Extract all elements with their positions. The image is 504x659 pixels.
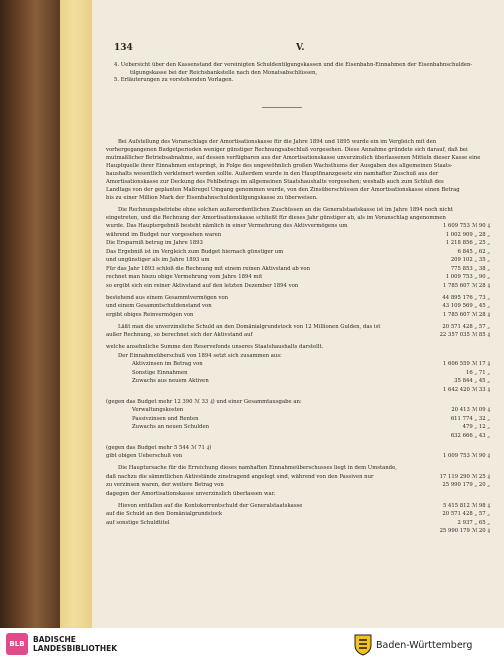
state-coat-of-arms-icon xyxy=(352,632,374,656)
row-label: gibt obigen Ueberschuß von xyxy=(106,453,183,459)
row-label: Zuwachs an neuen Schulden xyxy=(132,424,210,430)
row-value: 25 990 179 „ 20 „ xyxy=(442,482,490,488)
row-label: Der Einnahmeüberschuß von 1894 setzt sich zusammen aus: xyxy=(118,352,282,359)
text-line: 4. Uebersicht über den Kassenstand der vereinigten Schuldentilgungskassen und die Eisenbahn-Einnahmen der Eisenbahnschulden- xyxy=(114,62,473,68)
row-label: Hievon entfallen auf die Kontokorrentschuld der Generalstaatskasse xyxy=(118,502,303,509)
row-label: zu verzinsen waren, der weitere Betrag von xyxy=(106,482,224,488)
document-page xyxy=(92,0,504,628)
text-line: 5. Erläuterungen zu vorstehenden Vorlagen. xyxy=(114,77,234,83)
library-name-line1: BADISCHE xyxy=(33,635,76,644)
section-heading: V. xyxy=(296,43,305,53)
book-binding xyxy=(0,0,60,628)
row-label: dagegen der Amortisationskasse unverzinslich überlassen war. xyxy=(106,490,276,497)
row-label: Aktivzinsen im Betrag von xyxy=(132,361,203,367)
row-value: 17 119 290 ℳ 25 ₰ xyxy=(439,473,490,480)
library-name xyxy=(33,635,117,653)
text-line: bis zu einer Million Mark der Eisenbahnschuldentilgungskasse zu überweisen. xyxy=(106,195,318,201)
row-value: 611 774 „ 32 „ xyxy=(450,415,490,422)
page-edge xyxy=(60,0,92,628)
row-label: (gegen das Budget mehr 12 390 ℳ 33 ₰) und einer Gesammtausgabe an: xyxy=(106,398,302,405)
row-value: 775 853 „ 38 „ xyxy=(450,265,490,272)
row-label: und einem Gesammtschuldenstand von xyxy=(106,303,212,309)
row-label: Passivzinsen und Renten xyxy=(132,415,199,422)
row-label: Zuwachs aus neuem Aktiven xyxy=(132,378,209,384)
blb-logo-icon: BLB xyxy=(6,633,28,655)
row-value: 1 218 856 „ 25 „ xyxy=(445,240,490,246)
row-value: 1 609 753 ℳ 90 ₰ xyxy=(442,223,490,229)
row-label: so ergibt sich ein reiner Aktivstand auf den letzten Dezember 1894 von xyxy=(106,282,299,289)
row-label: bestehend aus einem Gesammtvermögen von xyxy=(106,294,229,301)
row-label: Läßt man die unverzinsliche Schuld an den Domänialgrundstock von 12 Millionen Gulden, das ist xyxy=(118,323,381,330)
row-value: 35 844 „ 45 „ xyxy=(454,378,490,384)
row-value: 44 895 176 „ 73 „ xyxy=(442,294,490,301)
row-label: daß nachzu die sämmtlichen Aktivstände zinstragend angelegt sind, während von den Passiven nur xyxy=(106,473,374,480)
row-value: 632 666 „ 43 „ xyxy=(450,432,490,439)
row-value: 20 413 ℳ 09 ₰ xyxy=(451,407,490,413)
text-line: vorhergegangenen Budgetperioden weniger günstiger Rechnungsabschluß vorgesehen. Diese Annahme gründete sich darauf, daß bei xyxy=(106,147,468,153)
row-label: Die Ersparniß betrug im Jahre 1893 xyxy=(106,240,203,246)
text-line: Bei Aufstellung des Voranschlags der Amortisationskasse für die Jahre 1894 und 1895 wurde ein im Vergleich mit den xyxy=(118,139,437,145)
row-value: 1 785 607 ℳ 28 ₰ xyxy=(442,311,490,318)
row-label: Sonstige Einnahmen xyxy=(132,369,188,376)
row-label: während im Budget nur vorgesehen waren xyxy=(106,231,222,238)
row-value: 6 845 „ 62 „ xyxy=(457,248,490,255)
row-label: auf die Schuld an den Domänialgrundstock xyxy=(106,511,223,517)
row-value: 25 990 179 ℳ 20 ₰ xyxy=(439,528,490,534)
row-value: 20 571 428 „ 57 „ xyxy=(442,511,490,517)
library-name-line2: LANDESBIBLIOTHEK xyxy=(33,644,118,653)
state-name: Baden-Württemberg xyxy=(376,640,473,651)
row-value: 209 102 „ 35 „ xyxy=(450,257,490,263)
row-value: 479 „ 12 „ xyxy=(462,424,490,430)
row-value: 1 009 753 „ 90 „ xyxy=(445,274,490,280)
page-number: 134 xyxy=(114,43,133,53)
row-value: 1 785 607 ℳ 28 ₰ xyxy=(442,282,490,289)
row-value: 2 937 „ 65 „ xyxy=(457,519,490,526)
row-label: außer Rechnung, so berechnet sich der Aktivstand auf xyxy=(106,332,253,338)
row-value: 1 606 559 ℳ 17 ₰ xyxy=(442,361,490,367)
text-line: tilgungskasse bei der Reichsbankstelle nach den Monatsabschlüssen, xyxy=(130,69,318,76)
text-line: Amortisationskasse zur Deckung des Fehlbetrags im allgemeinen Staatshaushalte vorgesehen; weshalb auch zum Schluß des xyxy=(106,179,444,185)
row-label: welche ansehnliche Summe den Reservefonds unseres Staatshaushalts darstellt. xyxy=(106,344,324,350)
row-value: 5 415 812 ℳ 98 ₰ xyxy=(442,502,490,509)
row-value: 16 „ 71 „ xyxy=(465,369,490,376)
row-value: 1 642 420 ℳ 33 ₰ xyxy=(442,386,490,393)
row-label: Für das Jahr 1893 schloß die Rechnung mit einem reinen Aktivstand ab von xyxy=(106,265,311,272)
separator xyxy=(262,107,302,108)
row-label: rechnet man hiezu obige Vermehrung vom Jahre 1894 mit xyxy=(106,274,263,280)
row-value: 1 002 909 „ 28 „ xyxy=(445,231,490,238)
text-line: Die Rechnungsbetriebe ohne solchen außerordentlichen Zuschüssen an die Generalstaatskasse ist im Jahre 1894 noch nicht xyxy=(118,207,453,213)
row-value: 43 109 569 „ 45 „ xyxy=(442,303,490,309)
row-label: wurde. Das Hauptergebniß besteht nämlich in einer Vermehrung des Aktivvermögens um xyxy=(106,223,348,229)
row-label: und ungünstiger als im Jahre 1893 um xyxy=(106,257,210,263)
row-value: 20 571 428 „ 57 „ xyxy=(442,323,490,330)
row-value: 1 009 753 ℳ 90 ₰ xyxy=(442,453,490,459)
text-line: Hauptquelle ihrer Einnahmen entspringt, in Folge des ungewöhnlich großen Wachsthums der Ausgaben des allgemeinen Staats- xyxy=(106,163,453,169)
row-value: 22 357 035 ℳ 85 ₰ xyxy=(439,332,490,338)
text-line: haushalts wesentlich verkleinert werden sollte. Außerdem wurde in den Hauptfinanzgesetz ein namhafter Zuschuß aus der xyxy=(106,171,439,177)
row-label: (gegen das Budget mehr 5 544 ℳ 71 ₰) xyxy=(106,444,212,451)
row-label: auf sonstige Schuldtitel xyxy=(106,519,170,526)
text-line: Landtags von der geplanten Maßregel Umgang genommen wurde, von den Zinsüberschüssen der Amortisationskasse einen Betrag xyxy=(106,187,460,193)
row-label: Die Hauptursache für die Erreichung dieses namhaften Einnahmeüberschusses liegt in dem Umstande, xyxy=(118,465,397,471)
text-line: eingetreten, und die Rechnung der Amortisationskasse schließt für dieses Jahr günstiger ab, als im Voranschlag angenommen xyxy=(106,215,446,221)
row-label: Das Ergebniß ist im Vergleich zum Budget hiernach günstiger um xyxy=(106,248,284,255)
row-label: ergibt obiges Reinvermögen von xyxy=(106,311,194,318)
row-label: Verwaltungskosten xyxy=(132,407,184,413)
text-line: mutmaßlicher Betriebsabnahme, auf dessen verfügbaren aus der Amortisationskasse unverzinslich überlassenen Mitteln dieser Kasse eine xyxy=(106,155,481,161)
